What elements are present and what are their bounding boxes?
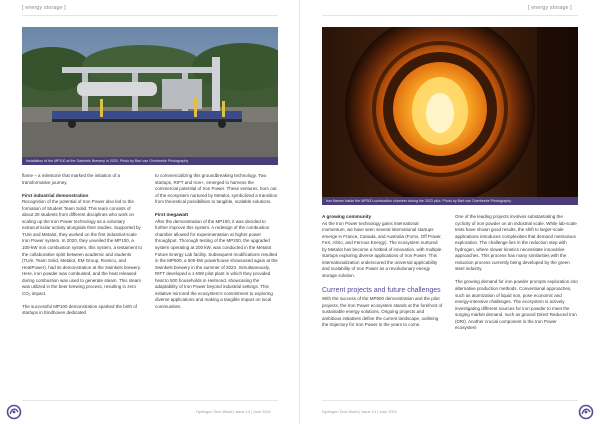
brewery-installation-photo	[22, 27, 278, 157]
right-page	[300, 0, 600, 424]
paragraph: to commercializing this groundbreaking technology. Two startups, RIFT and Iron+, emerged to harness the commercial potential of Iron Power. These ventures, born out of the ecosystem nurtured by Metalot, symbolized a transition from theoretical possibilities to tangible, scalable solutions.	[155, 173, 278, 205]
header-rule	[322, 15, 578, 16]
paragraph: As the Iron Power technology gains international momentum, we have seen several international startups emerge in France, Canada, and Australia (Fornx, Off Power, FeX, Altiro, and Ferrous Energy). The ecosystem nurtured by Metalot has become a hotbed of innovation, with multiple startups exploring diverse applications of Iron Power. This internationalization underscored the universal applicability and scalability of Iron Power as a revolutionary energy storage solution.	[322, 220, 442, 278]
paragraph: Recognition of the potential of Iron Power also led to the formation of Student Team Solid. This team consists of about 30 students from different disciplines who work on scaling up the Iron Power technology as a voluntary extracurricular activity alongside their studies. Supported by TU/e and Metalot, they worked on the first industrial-scale Iron Power system. In 2020, they unveiled the MP100, a 100-kW iron combustion system, this system, a testament to the collaborative spirit between academic and students (TU/e, Team Solid, Metalot, EM Group, Romico, and HeatPower), had its demonstration at the Swinkels brewery. Here, iron powder was combusted, and the heat released during combustion was used to generate steam. This steam was utilized in the beer brewing process, resulting in zero CO₂ impact.	[22, 199, 143, 296]
magazine-logo-icon	[578, 404, 594, 420]
brewery-photo-illustration	[22, 27, 278, 157]
section-tag: [ energy storage ]	[528, 5, 572, 11]
right-page-column-2	[455, 214, 578, 338]
footer-rule	[322, 400, 578, 401]
header-rule	[22, 15, 278, 16]
page-footer: Hydrogen Tech World | Issue 14 | June 2024	[322, 410, 397, 414]
subheading-growing-community: A growing community	[322, 214, 372, 219]
left-page-column-2	[155, 173, 278, 317]
photo-caption: Iron flames inside the MP500 combustion chamber during the 2023 pilot. Photo by Bart van Overbeeke Photography	[322, 197, 578, 205]
footer-rule	[22, 400, 278, 401]
right-page-column-1	[322, 214, 443, 335]
heading-current-projects: Current projects and future challenges	[322, 286, 441, 294]
paragraph: flame – a milestone that marked the initiation of a transformative journey.	[22, 173, 121, 185]
paragraph: The growing demand for iron powder prompts exploration into alternative production methods. Conventional approaches, such as atomization of liquid iron, pose economic and energy-intensive challenges. The ecosystem is actively investigating different sources for iron powder to meet the surging market demand, such as ground Direct Reduced Iron (DRI). Another crucial component in the Iron Power ecosystem	[455, 279, 578, 331]
paragraph: The successful MP100 demonstration sparked the birth of startups in Eindhoven dedicated	[22, 303, 138, 316]
page-footer: Hydrogen Tech World | Issue 14 | June 2024	[196, 410, 271, 414]
magazine-logo-icon	[6, 404, 22, 420]
paragraph: One of the leading projects involves substantiating the cyclicity of iron powder on an industrial scale. While lab-scale tests have shown good results, the shift to larger-scale applications introduces complexities that demand meticulous exploration. The challenge lies in the reduction step with hydrogen, where slower kinetics necessitate innovative approaches. This process has many similarities with the reduction process currently being developed by the green steel industry.	[455, 214, 577, 272]
photo-caption: Installation of the MP100 at the Swinkels Brewery in 2020. Photo by Bart van Overbeeke Photography	[22, 157, 278, 165]
left-page-column-1	[22, 173, 143, 323]
paragraph: After the demonstration of the MP100, it was decided to further improve this system. A redesign of the combustion chamber allowed for experimentation at higher power throughput. Thorough testing of the MP200, the upgraded system operating at 200 kW, was conducted in the Metalot Future Energy Lab facility. Subsequent modifications resulted in the MP500, a 500-kW powerhouse showcased again at the Swinkels brewery in the summer of 2023. Simultaneously, RIFT developed a 1-MW pilot plant in which they provided heat to 500 households in Helmond, showcasing the adaptability of Iron Power beyond industrial settings. This initiative mirrored the ecosystem's commitment to exploring diverse applications and making a tangible impact on local communities.	[155, 218, 278, 309]
paragraph: With the success of the MP500 demonstration and the pilot projects, the Iron Power ecosystem stands at the forefront of sustainable energy solutions. Ongoing projects and ambitious initiatives define the current landscape, outlining the trajectory for Iron Power in the years to come.	[322, 295, 443, 328]
section-tag: [ energy storage ]	[22, 5, 66, 11]
subheading-first-industrial-demonstration: First industrial demonstration	[22, 192, 89, 198]
iron-flame-illustration	[322, 27, 578, 197]
iron-flame-photo	[322, 27, 578, 197]
subheading-first-megawatt: First megawatt	[155, 212, 189, 218]
